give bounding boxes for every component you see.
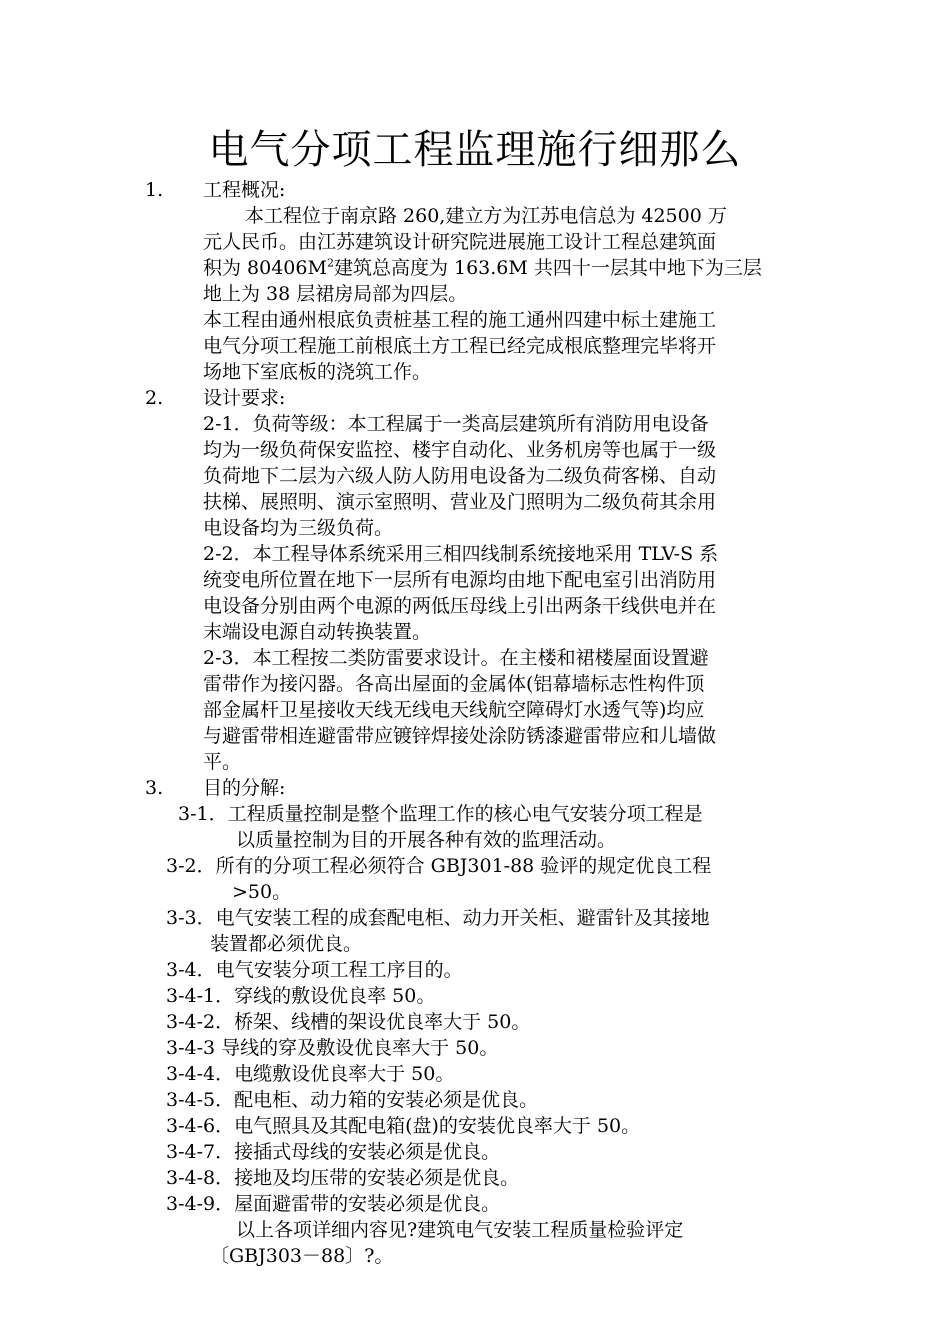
section-2-p2-line-2: 统变电所位置在地下一层所有电源均由地下配电室引出消防用 [203, 569, 717, 591]
sub-item: 3-4-6．电气照具及其配电箱(盘)的安装优良率大于 50。 [166, 1115, 641, 1137]
section-2-p2-line-4: 末端设电源自动转换装置。 [203, 621, 432, 643]
sub-item: 3-4-8．接地及均压带的安装必须是优良。 [166, 1167, 520, 1189]
sub-item: 3-4-2．桥架、线槽的架设优良率大于 50。 [166, 1011, 531, 1033]
sub-item: 3-4-9．屋面避雷带的安装必须是优良。 [166, 1193, 501, 1215]
section-2-p3-line-1: 2-3．本工程按二类防雷要求设计。在主楼和裙楼屋面设置避 [203, 647, 709, 669]
section-2-p2-line-3: 电设备分别由两个电源的两低压母线上引出两条干线供电并在 [203, 595, 717, 617]
closing-line-2: 〔GBJ303－88〕?。 [210, 1245, 394, 1267]
section-2-p3-line-2: 雷带作为接闪器。各高出屋面的金属体(铝幕墙标志性构件顶 [203, 673, 705, 695]
document-title: 电气分项工程监理施行细那么 [208, 127, 742, 173]
section-1-p2-line-1: 本工程由通州根底负责桩基工程的施工通州四建中标土建施工 [203, 309, 717, 331]
sub-item: 3-4-3 导线的穿及敷设优良率大于 50。 [166, 1037, 499, 1059]
section-2-p1-line-3: 负荷地下二层为六级人防人防用电设备为二级负荷客梯、自动 [203, 465, 717, 487]
section-1-p2-line-3: 场地下室底板的浇筑工作。 [203, 361, 432, 383]
section-1-p1-line-4: 地上为 38 层裙房局部为四层。 [203, 283, 468, 305]
item-3-3-line-1: 3-3．电气安装工程的成套配电柜、动力开关柜、避雷针及其接地 [166, 907, 710, 929]
section-1-p1-line-3 [203, 255, 762, 281]
section-1-p2-line-2: 电气分项工程施工前根底土方工程已经完成根底整理完毕将开 [203, 335, 717, 357]
item-3-3-line-2: 装置都必须优良。 [210, 933, 363, 955]
section-2-p3-line-3: 部金属杆卫星接收天线无线电天线航空障碍灯水透气等)均应 [203, 699, 705, 721]
item-3-1-line-2: 以质量控制为目的开展各种有效的监理活动。 [236, 829, 617, 851]
section-1-p1-line-2: 元人民币。由江苏建筑设计研究院进展施工设计工程总建筑面 [203, 231, 717, 253]
section-2-p1-line-5: 电设备均为三级负荷。 [203, 517, 394, 539]
closing-line-1: 以上各项详细内容见?建筑电气安装工程质量检验评定 [236, 1219, 684, 1241]
section-1-p1-line-3b: 建筑总高度为 163.6M 共四十一层其中地下为三层 [333, 257, 762, 279]
sub-item: 3-4-7．接插式母线的安装必须是优良。 [166, 1141, 501, 1163]
section-2-number: 2. [145, 387, 164, 409]
superscript: 2 [326, 256, 334, 270]
section-2-p3-line-5: 平。 [203, 751, 242, 773]
sub-item: 3-4-1．穿线的敷设优良率 50。 [166, 985, 436, 1007]
sub-item: 3-4-5．配电柜、动力箱的安装必须是优良。 [166, 1089, 539, 1111]
sub-item: 3-4-4．电缆敷设优良率大于 50。 [166, 1063, 455, 1085]
section-2-p1-line-4: 扶梯、展照明、演示室照明、营业及门照明为二级负荷其余用 [203, 491, 717, 513]
item-3-2-line-2: >50。 [232, 881, 292, 903]
section-2-p2-line-1: 2-2．本工程导体系统采用三相四线制系统接地采用 TLV-S 系 [203, 543, 719, 565]
section-1-heading: 工程概况: [203, 179, 286, 201]
item-3-2-line-1: 3-2．所有的分项工程必须符合 GBJ301-88 验评的规定优良工程 [166, 855, 712, 877]
section-1-p1-line-1: 本工程位于南京路 260,建立方为江苏电信总为 42500 万 [245, 205, 727, 227]
item-3-4: 3-4．电气安装分项工程工序目的。 [166, 959, 463, 981]
section-1-p1-line-3a: 积为 80406M [203, 257, 327, 279]
section-2-heading: 设计要求: [203, 387, 286, 409]
section-1-number: 1. [145, 179, 164, 201]
section-3-heading: 目的分解: [203, 777, 286, 799]
section-2-p3-line-4: 与避雷带相连避雷带应镀锌焊接处涂防锈漆避雷带应和儿墙做 [203, 725, 717, 747]
item-3-1-line-1: 3-1．工程质量控制是整个监理工作的核心电气安装分项工程是 [178, 803, 703, 825]
section-3-number: 3. [145, 777, 164, 799]
section-2-p1-line-1: 2-1．负荷等级：本工程属于一类高层建筑所有消防用电设备 [203, 413, 709, 435]
section-2-p1-line-2: 均为一级负荷保安监控、楼宇自动化、业务机房等也属于一级 [203, 439, 717, 461]
